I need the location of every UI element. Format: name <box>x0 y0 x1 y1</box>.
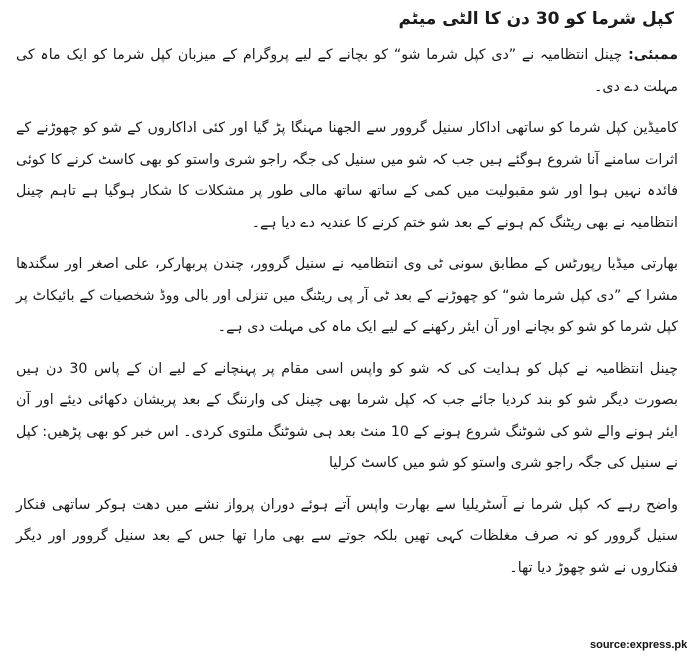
article-headline: کپل شرما کو 30 دن کا الٹی میٹم <box>398 9 674 29</box>
article-paragraph: چینل انتظامیہ نے کپل کو ہدایت کی کہ شو کو واپس اسی مقام پر پہنچانے کے لیے ان کے پاس 30 دن ہیں بصورت دیگر شو کو بند کردیا جائے جب کہ کپل شرما بھی چینل کی وارننگ کے بعد پریشان دکھائی دیئے اور آن ایئر ہونے والے شو کی شوٹنگ شروع ہونے کے 10 منٹ بعد ہی شوٹنگ ملتوی کردی۔ اس خبر کو بھی پڑھیں: کپل نے سنیل کی جگہ راجو شری واستو کو شو میں کاسٹ کرلیا <box>16 360 678 471</box>
article-lead-text: چینل انتظامیہ نے ”دی کپل شرما شو“ کو بچانے کے لیے پروگرام کے میزبان کپل شرما کو ایک ماہ کی مہلت دے دی۔ <box>16 47 678 95</box>
article-lead-paragraph <box>16 40 678 103</box>
article <box>16 4 678 594</box>
source-credit: source:express.pk <box>590 639 688 651</box>
article-paragraph: واضح رہے کہ کپل شرما نے آسٹریلیا سے بھارت واپس آتے ہوئے دوران پرواز نشے میں دھت ہوکر ساتھی فنکار سنیل گروور کو نہ صرف مغلظات کہی تھیں بلکہ جوتے سے بھی مارا تھا جس کے بعد سنیل گروور اور دیگر فنکاروں نے شو چھوڑ دیا تھا۔ <box>16 496 678 576</box>
article-dateline: ممبئی: <box>628 47 678 63</box>
article-paragraph: کامیڈین کپل شرما کو ساتھی اداکار سنیل گروور سے الجھنا مہنگا پڑ گیا اور کئی اداکاروں کے شو کو چھوڑنے کے اثرات سامنے آنا شروع ہوگئے ہیں جب کہ شو میں سنیل کی جگہ راجو شری واستو کو بھی کاسٹ کرنے کا کوئی فائدہ نہیں ہوا اور شو مقبولیت میں کمی کے ساتھ ساتھ مالی طور پر مشکلات کا شکار ہوگیا ہے تاہم چینل انتظامیہ نے بھی ریٹنگ کم ہونے کے بعد شو ختم کرنے کا عندیہ دے دیا ہے۔ <box>16 120 678 231</box>
article-paragraph: بھارتی میڈیا رپورٹس کے مطابق سونی ٹی وی انتظامیہ نے سنیل گروور، چندن پربھارکر، علی اصغر اور سگندھا مشرا کے ”دی کپل شرما شو“ کو چھوڑنے کے بعد ٹی آر پی ریٹنگ میں تنزلی اور بالی ووڈ شخصیات کے بائیکاٹ پر کپل شرما کو شو کو بچانے اور آن ایئر رکھنے کے لیے ایک ماہ کی مہلت دی ہے۔ <box>16 256 678 335</box>
